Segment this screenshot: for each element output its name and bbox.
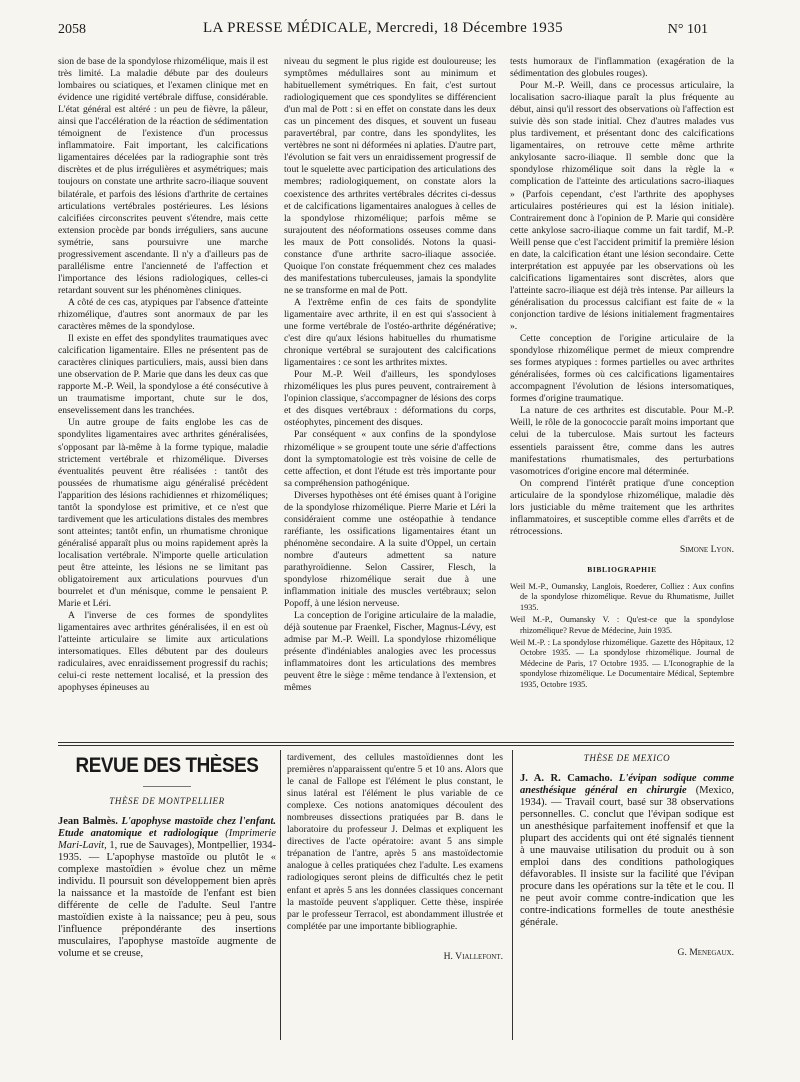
article-column-3: [510, 56, 734, 736]
article-column-2: [284, 56, 496, 736]
thesis-author: Jean Balmès.: [58, 816, 118, 828]
thesis-title: L'évipan sodique comme anesthésique général en chirurgie: [520, 773, 734, 797]
paragraph: Un autre groupe de faits englobe les cas de spondylites ligamentaires avec arthrites généralisées, s'opposant par là-même à la forme typique, maladie strictement vertébrale et rhizomélique. Diverses éventualités peuvent être réalisées : tantôt des poussées de rhumatisme aigu généralisé précèdent l'apparition des lésions rachidiennes et rhizoméliques; tantôt la spondylose est primitive, et ce n'est que tardivement que les articulations distales des membres sont atteintes; tantôt enfin, un rhumatisme chronique généralisé apparaît plus ou moins rapidement après la localisation vertébrale. N'importe quelle articulation peut être atteinte, les lésions ne se limitant pas obligatoirement aux articulations pourvues d'un bourrelet et d'un ménisque, comme le pensaient P. Marie et Léri.: [58, 417, 268, 610]
reviewer-signature: G. Menegaux.: [677, 947, 734, 959]
author-signature: Simone Lyon.: [679, 543, 734, 555]
thesis-entry-mexico: [520, 773, 734, 929]
bibliography-heading: BIBLIOGRAPHIE: [587, 564, 657, 574]
paragraph: Par conséquent « aux confins de la spondylose rhizomélique » se groupent toute une série d'affections dont la symptomatologie est très voisine de celle de cette affection, et dont l'étude est très importante pour sa compréhension pathogénique.: [284, 429, 496, 489]
bibliography-entry: Weil M.-P., Oumansky V. : Qu'est-ce que la spondylose rhizomélique? Revue de Médecine, Juin 1935.: [510, 615, 734, 635]
page-number: 2058: [58, 22, 86, 37]
paragraph: Cette conception de l'origine articulaire de la spondylose rhizomélique permet de mieux comprendre ses formes atypiques : formes partielles ou avec arthrites généralisées, formes où ces calcifications ligamentaires accompagnent l'évolution de lésions intersomatiques, formes d'origine traumatique.: [510, 333, 734, 405]
journal-title: LA PRESSE MÉDICALE, Mercredi, 18 Décembre 1935: [202, 20, 563, 36]
paragraph: A l'inverse de ces formes de spondylites ligamentaires avec arthrites généralisées, il en est où l'atteinte articulaire se limite aux articulations intersomatiques. Elles débutent par des douleurs radiculaires, avec enraidissement progressif du rachis; celui-ci reste nettement localisé, et la pression des apophyses épineuses au: [58, 610, 268, 694]
issue-number: N° 101: [667, 22, 708, 37]
column-rule: [512, 750, 513, 1040]
paragraph: sion de base de la spondylose rhizomélique, mais il est très limité. La maladie débute par des douleurs lombaires ou sciatiques, et l'examen clinique met en évidence une rigidité vertébrale diffuse, considérable. L'état général est altéré : un peu de fièvre, la pâleur, ainsi que l'accélération de la réaction de sédimentation témoignent de l'existence d'un processus inflammatoire. Fait important, les calcifications ligamentaires décelées par la radiographie sont très discrètes et de plus irrégulières et asymétriques; mais toujours on constate une arthrite sacro-iliaque souvent bilatérale, et parfois des lésions d'arthrite de certaines articulations vertébrales postérieures. Les lésions calcifiées circonscrites peuvent s'étendre, mais cette extension procède par bonds irréguliers, sans aucune symétrie, sans poursuivre une marche progressivement ascendante. Il n'y a d'ailleurs pas de parallélisme entre l'ancienneté de l'affection et l'importance des lésions radiologiques, celles-ci retardant souvent sur les phénomènes cliniques.: [58, 56, 268, 296]
thesis-summary: (Mexico, 1934). — Travail court, basé sur 38 observations personnelles. C. conclut que l'évipan sodique est un anesthésique parfaitement inoffensif et que la plupart des accidents qui ont été signalés tiennent à une mauvaise utilisation du produit ou à son emploi dans des conditions pathologiques défavorables. Il insiste sur la facilité que l'évipan procure dans les opérations sur la tête et le cou. Il ne peut avoir comme contre-indication que les contre-indications formelles de toute anesthésie générale.: [520, 785, 734, 929]
theses-column-3: [520, 752, 734, 1042]
theses-column-1: [58, 752, 276, 1042]
section-title: REVUE DES THÈSES: [75, 754, 259, 777]
thesis-publisher: (Imprimerie Mari-Lavit,: [58, 828, 276, 852]
heading-rule: [143, 786, 191, 787]
thesis-entry-montpellier: [58, 816, 276, 960]
paragraph: A l'extrême enfin de ces faits de spondylite ligamentaire avec arthrite, il en est qui s'associent à une forme vertébrale de l'ostéo-arthrite dégénérative; c'est dire qu'aux lésions habituelles du rhumatisme chronique vertébral se surajoutent des calcifications ligamentaires : ce sont les arthrites mixtes.: [284, 296, 496, 369]
bibliography-list: [510, 582, 734, 690]
paragraph: On comprend l'intérêt pratique d'une conception articulaire de la spondylose rhizomélique, maladie dès lors justiciable du même traitement que les arthrites inflammatoires, et susceptible comme elles d'arrêts et de rétrocessions.: [510, 477, 734, 537]
reviewer-signature: H. Viallefont.: [443, 950, 503, 962]
thesis-summary-continued: tardivement, des cellules mastoïdiennes dont les premières n'apparaissent qu'entre 5 et 10 ans. Alors que le canal de Fallope est l'élément le plus constant, le sinus latéral est l'élément le plus variable de ce complexe. Ces notions anatomiques découlent des nombreuses dissections pratiquées par B. dans le laboratoire du professeur J. Delmas et expliquent les directives de l'acte opératoire: avant 5 ans simple trépanation de l'antre, après 5 ans mastoïdectomie analogue à celles pratiquées chez l'adulte. Les examens radiologiques seront pleins de difficultés chez le petit enfant et après 5 ans les données classiques concernant la mastoïde peuvent s'appliquer. Cette thèse, inspirée par le professeur Terracol, est abondamment illustrée et complétée par une importante bibliographie.: [287, 752, 503, 932]
thesis-author: J. A. R. Camacho.: [520, 773, 613, 785]
thesis-title: L'apophyse mastoïde chez l'enfant. Etude anatomique et radiologique: [58, 816, 276, 840]
paragraph: A côté de ces cas, atypiques par l'absence d'atteinte rhizomélique, d'autres sont anormaux de par les caractères mêmes de la spondylose.: [58, 296, 268, 333]
thesis-summary: 1, rue de Sauvages), Montpellier, 1934-1935. — L'apophyse mastoïde ou plutôt le « complexe mastoïdien » évolue chez un même individu. Il poursuit son développement bien après la naissance et la mastoïde de l'enfant est bien différente de celle de l'adulte. Seul l'antre mastoïdien existe à la naissance; peu à peu, sous l'influence prépondérante des insertions musculaires, l'apophyse mastoïde augmente de volume et se creuse,: [58, 840, 276, 960]
article-column-1: [58, 56, 268, 736]
paragraph: niveau du segment le plus rigide est douloureuse; les symptômes médullaires sont au minimum et habituellement symétriques. En fait, c'est surtout radiologiquement que ces spondylites se différencient d'un mal de Pott : si en effet on constate dans les deux cas un pincement des disques, et souvent un fuseau paravertébral, par contre, dans les spondylites, les vertèbres ne sont ni déformées ni aplaties. D'autre part, l'évolution se fait vers un enraidissement progressif de tout le squelette avec participation des articulations des membres; radiologiquement, on constate alors la coexistence des arthrites vertébrales décrites ci-dessus et de calcifications ligamentaires analogues à celles de la spondylose rhizomélique; parfois même se surajoutent des néoformations osseuses comme dans les maux de Pott consolidés. Notons la quasi-constance d'une arthrite sacro-iliaque associée. Quoique l'on constate fréquemment chez ces malades des manifestations tuberculeuses, jamais la spondylite ne se transforme en mal de Pott.: [284, 56, 496, 296]
thesis-heading-montpellier: THÈSE DE MONTPELLIER: [109, 796, 225, 807]
paragraph: Diverses hypothèses ont été émises quant à l'origine de la spondylose rhizomélique. Pierre Marie et Léri la considéraient comme une ostéopathie à tendance raréfiante, les ossifications ligamentaires étant un phénomène secondaire. A la suite d'Oppel, un certain nombre d'auteurs admettent sa nature parathyroïdienne. Selon Cassirer, Flesch, la spondylose rhizomélique serait due à une inflammation initiale des muscles vertébraux; selon Popoff, à une lésion nerveuse.: [284, 489, 496, 610]
bibliography-entry: Weil M.-P. : La spondylose rhizomélique. Gazette des Hôpitaux, 12 Octobre 1935. — La spondylose rhizomélique. Journal de Médecine de Paris, 17 Octobre 1935. — L'Iconographie de la spondylose rhizomélique. Le Documentaire Médical, Septembre 1935, Octobre 1935.: [510, 638, 734, 689]
paragraph: tests humoraux de l'inflammation (exagération de la sédimentation des globules rouges).: [510, 56, 734, 80]
paragraph: Il existe en effet des spondylites traumatiques avec calcification ligamentaire. Elles ne présentent pas de caractères cliniques particuliers, mais, aussi bien dans une observation de P. Marie que dans les deux cas que rapporte M.-P. Weil, la spondylose a été consécutive à un traumatisme important, chute sur le dos, ensevelissement dans les tranchées.: [58, 333, 268, 417]
section-divider: [58, 745, 734, 746]
paragraph: La conception de l'origine articulaire de la maladie, déjà soutenue par Fraenkel, Fischer, Magnus-Lévy, est admise par M.-P. Weill. La spondylose rhizomélique présente d'indéniables analogies avec les processus inflammatoires dont les articulations des membres peuvent être le siège : même tendance à l'extension, et mêmes: [284, 610, 496, 694]
section-divider: [58, 742, 734, 743]
bibliography-entry: Weil M.-P., Oumansky, Langlois, Roederer, Colliez : Aux confins de la spondylose rhizomélique. Revue du Rhumatisme, Juillet 1935.: [510, 581, 734, 612]
paragraph: Pour M.-P. Weil d'ailleurs, les spondyloses rhizoméliques les plus pures peuvent, contrairement à l'opinion classique, s'accompagner de lésions des corps et des disques vertébraux : déformations du corps, ostéophytes, pincement des disques.: [284, 369, 496, 429]
paragraph: La nature de ces arthrites est discutable. Pour M.-P. Weill, le rôle de la gonococcie paraît moins important que celui de la tuberculose. Mais surtout les facteurs essentiels paraissent être, comme dans les autres manifestations rhumatismales, des perturbations vasomotrices d'origine encore mal déterminée.: [510, 405, 734, 477]
thesis-heading-mexico: THÈSE DE MEXICO: [583, 753, 671, 763]
paragraph: Pour M.-P. Weill, dans ce processus articulaire, la localisation sacro-iliaque paraît la plus fréquente au début, ainsi qu'il ressort des observations où l'affection est suivie dès son stade initial. Chez d'autres malades vus plus tardivement, et présentant donc des calcifications ligamentaires, on retrouve cette même arthrite ankylosante sacro-iliaque. Il semble donc que la spondylose rhizomélique soit dans la règle la « complication de l'atteinte des articulations sacro-iliaques » (Parfois cependant, c'est l'arthrite des apophyses articulaires postérieures qui est la lésion initiale). Contrairement donc à l'opinion de P. Marie qui considère cette ankylose sacro-iliaque comme un fait tardif, M.-P. Weill pense que c'est l'accident primitif la première lésion en date, la calcification étant une lésion secondaire. Cette interprétation est appuyée par les observations où les calcifications ligamentaires sont discrètes, alors que l'atteinte sacro-iliaque est déjà très intense. Par ailleurs la généralisation du processus calcifiant est faite de « la conjonction tardive de lésions initialement fragmentaires ».: [510, 80, 734, 333]
theses-column-2: [287, 752, 503, 1042]
page-header: [58, 20, 708, 42]
column-rule: [280, 750, 281, 1040]
